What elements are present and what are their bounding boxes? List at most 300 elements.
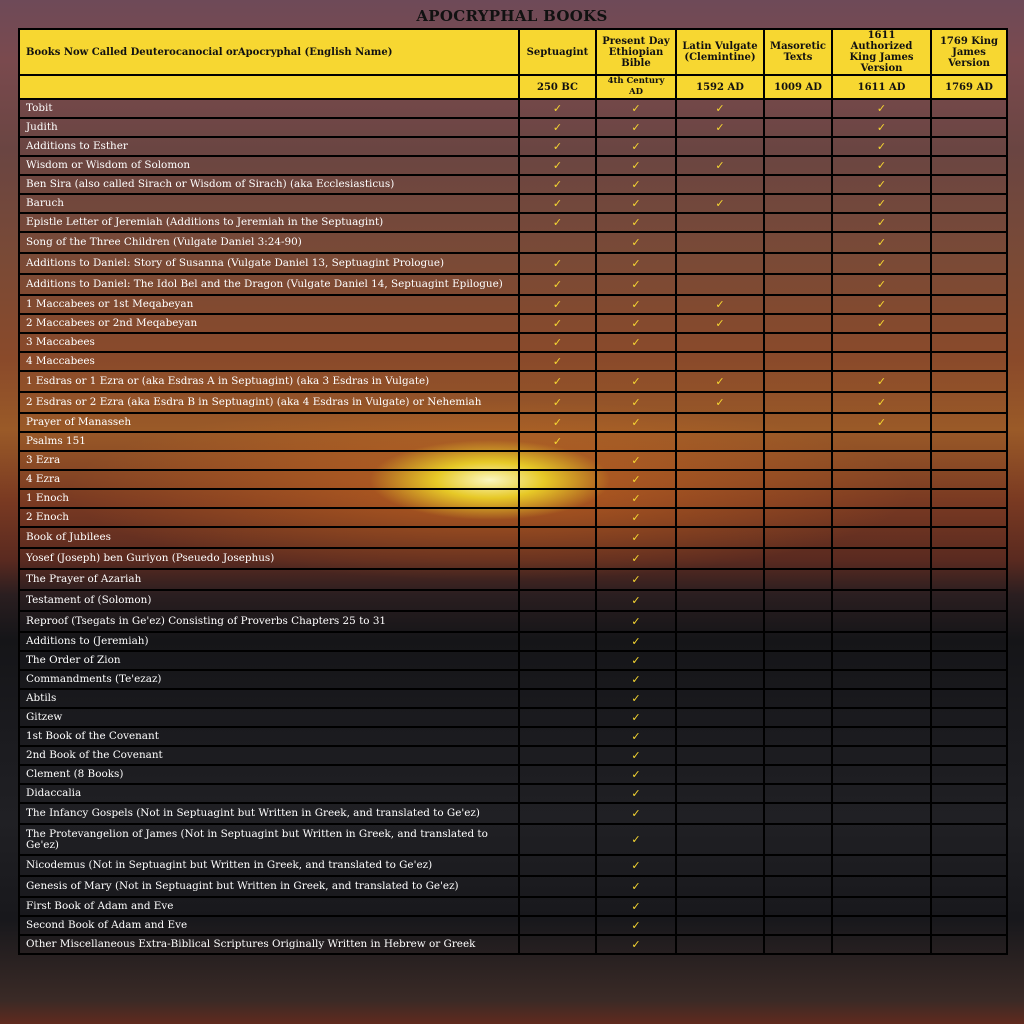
inclusion-cell-ethiopian-bible xyxy=(596,765,676,784)
inclusion-cell-1769-kjv xyxy=(931,99,1007,118)
table-row xyxy=(19,253,1007,274)
inclusion-cell-ethiopian-bible xyxy=(596,670,676,689)
inclusion-cell-septuagint xyxy=(519,253,596,274)
inclusion-cell-ethiopian-bible xyxy=(596,508,676,527)
inclusion-cell-latin-vulgate xyxy=(676,432,764,451)
inclusion-cell-1769-kjv xyxy=(931,590,1007,611)
book-name-cell: 2nd Book of the Covenant xyxy=(19,746,519,765)
check-mark-icon: ✓ xyxy=(876,140,887,153)
inclusion-cell-masoretic-texts xyxy=(764,99,832,118)
inclusion-cell-1769-kjv xyxy=(931,333,1007,352)
inclusion-cell-1611-kjv xyxy=(832,897,931,916)
inclusion-cell-1769-kjv xyxy=(931,352,1007,371)
inclusion-cell-1611-kjv xyxy=(832,548,931,569)
inclusion-cell-1769-kjv xyxy=(931,855,1007,876)
inclusion-cell-masoretic-texts xyxy=(764,295,832,314)
check-mark-icon: ✓ xyxy=(631,531,641,544)
table-row xyxy=(19,333,1007,352)
column-header-ethiopian-bible: Present Day Ethiopian Bible xyxy=(596,29,676,75)
book-name-cell: Song of the Three Children (Vulgate Daniel 3:24-90) xyxy=(19,232,519,253)
inclusion-cell-latin-vulgate xyxy=(676,727,764,746)
inclusion-cell-masoretic-texts xyxy=(764,569,832,590)
book-name-cell: 1 Maccabees or 1st Meqabeyan xyxy=(19,295,519,314)
inclusion-cell-septuagint xyxy=(519,670,596,689)
book-name-cell: Gitzew xyxy=(19,708,519,727)
inclusion-cell-septuagint xyxy=(519,632,596,651)
inclusion-cell-1611-kjv xyxy=(832,371,931,392)
inclusion-cell-1769-kjv xyxy=(931,232,1007,253)
inclusion-cell-1611-kjv xyxy=(832,803,931,824)
book-name-cell: 4 Maccabees xyxy=(19,352,519,371)
inclusion-cell-ethiopian-bible xyxy=(596,392,676,413)
inclusion-cell-1769-kjv xyxy=(931,118,1007,137)
inclusion-cell-1611-kjv xyxy=(832,651,931,670)
inclusion-cell-1769-kjv xyxy=(931,508,1007,527)
check-mark-icon: ✓ xyxy=(631,336,641,349)
inclusion-cell-ethiopian-bible xyxy=(596,935,676,954)
inclusion-cell-masoretic-texts xyxy=(764,489,832,508)
inclusion-cell-masoretic-texts xyxy=(764,611,832,632)
inclusion-cell-latin-vulgate xyxy=(676,118,764,137)
inclusion-cell-ethiopian-bible xyxy=(596,175,676,194)
check-mark-icon: ✓ xyxy=(631,298,641,311)
inclusion-cell-ethiopian-bible xyxy=(596,803,676,824)
inclusion-cell-latin-vulgate xyxy=(676,916,764,935)
book-name-cell: Additions to (Jeremiah) xyxy=(19,632,519,651)
inclusion-cell-latin-vulgate xyxy=(676,274,764,295)
check-mark-icon: ✓ xyxy=(631,615,641,628)
check-mark-icon: ✓ xyxy=(876,416,887,429)
check-mark-icon: ✓ xyxy=(552,197,563,210)
check-mark-icon: ✓ xyxy=(552,102,563,115)
inclusion-cell-septuagint xyxy=(519,137,596,156)
inclusion-cell-ethiopian-bible xyxy=(596,314,676,333)
check-mark-icon: ✓ xyxy=(631,278,641,291)
book-name-cell: Reproof (Tsegats in Ge'ez) Consisting of Proverbs Chapters 25 to 31 xyxy=(19,611,519,632)
book-name-cell: Baruch xyxy=(19,194,519,213)
table-row xyxy=(19,489,1007,508)
table-row xyxy=(19,175,1007,194)
table-row xyxy=(19,274,1007,295)
inclusion-cell-1611-kjv xyxy=(832,314,931,333)
inclusion-cell-ethiopian-bible xyxy=(596,274,676,295)
inclusion-cell-ethiopian-bible xyxy=(596,489,676,508)
inclusion-cell-latin-vulgate xyxy=(676,632,764,651)
inclusion-cell-ethiopian-bible xyxy=(596,118,676,137)
book-name-cell: The Infancy Gospels (Not in Septuagint but Written in Greek, and translated to Ge'ez) xyxy=(19,803,519,824)
inclusion-cell-latin-vulgate xyxy=(676,527,764,548)
inclusion-cell-1611-kjv xyxy=(832,295,931,314)
check-mark-icon: ✓ xyxy=(552,355,563,368)
inclusion-cell-latin-vulgate xyxy=(676,876,764,897)
check-mark-icon: ✓ xyxy=(876,121,887,134)
inclusion-cell-1611-kjv xyxy=(832,156,931,175)
check-mark-icon: ✓ xyxy=(631,216,641,229)
date-cell-masoretic-texts: 1009 AD xyxy=(764,75,832,99)
check-mark-icon: ✓ xyxy=(876,102,887,115)
table-row xyxy=(19,118,1007,137)
inclusion-cell-ethiopian-bible xyxy=(596,590,676,611)
inclusion-cell-septuagint xyxy=(519,876,596,897)
inclusion-cell-septuagint xyxy=(519,916,596,935)
book-name-cell: Additions to Esther xyxy=(19,137,519,156)
book-name-cell: Clement (8 Books) xyxy=(19,765,519,784)
check-mark-icon: ✓ xyxy=(715,298,725,311)
inclusion-cell-1611-kjv xyxy=(832,194,931,213)
inclusion-cell-latin-vulgate xyxy=(676,333,764,352)
inclusion-cell-masoretic-texts xyxy=(764,432,832,451)
inclusion-cell-latin-vulgate xyxy=(676,508,764,527)
table-row xyxy=(19,527,1007,548)
table-row xyxy=(19,611,1007,632)
book-name-cell: 4 Ezra xyxy=(19,470,519,489)
check-mark-icon: ✓ xyxy=(876,236,887,249)
inclusion-cell-1611-kjv xyxy=(832,392,931,413)
book-name-cell: 1 Enoch xyxy=(19,489,519,508)
check-mark-icon: ✓ xyxy=(876,317,887,330)
inclusion-cell-1611-kjv xyxy=(832,451,931,470)
inclusion-cell-masoretic-texts xyxy=(764,784,832,803)
inclusion-cell-1611-kjv xyxy=(832,935,931,954)
table-row xyxy=(19,548,1007,569)
table-row xyxy=(19,935,1007,954)
inclusion-cell-1769-kjv xyxy=(931,432,1007,451)
inclusion-cell-masoretic-texts xyxy=(764,413,832,432)
table-row xyxy=(19,590,1007,611)
inclusion-cell-1769-kjv xyxy=(931,632,1007,651)
inclusion-cell-1769-kjv xyxy=(931,876,1007,897)
inclusion-cell-ethiopian-bible xyxy=(596,352,676,371)
inclusion-cell-1611-kjv xyxy=(832,876,931,897)
table-row xyxy=(19,708,1007,727)
inclusion-cell-1769-kjv xyxy=(931,651,1007,670)
inclusion-cell-1611-kjv xyxy=(832,470,931,489)
table-row xyxy=(19,371,1007,392)
table-row xyxy=(19,451,1007,470)
inclusion-cell-1769-kjv xyxy=(931,213,1007,232)
inclusion-cell-1611-kjv xyxy=(832,253,931,274)
check-mark-icon: ✓ xyxy=(631,257,641,270)
book-name-cell: Commandments (Te'ezaz) xyxy=(19,670,519,689)
inclusion-cell-masoretic-texts xyxy=(764,232,832,253)
inclusion-cell-septuagint xyxy=(519,232,596,253)
check-mark-icon: ✓ xyxy=(876,216,887,229)
table-row xyxy=(19,137,1007,156)
table-row xyxy=(19,156,1007,175)
table-row xyxy=(19,194,1007,213)
inclusion-cell-septuagint xyxy=(519,590,596,611)
inclusion-cell-ethiopian-bible xyxy=(596,727,676,746)
inclusion-cell-1611-kjv xyxy=(832,99,931,118)
table-row xyxy=(19,470,1007,489)
inclusion-cell-1769-kjv xyxy=(931,489,1007,508)
inclusion-cell-1611-kjv xyxy=(832,855,931,876)
check-mark-icon: ✓ xyxy=(876,396,887,409)
inclusion-cell-1769-kjv xyxy=(931,156,1007,175)
book-name-cell: Yosef (Joseph) ben Guriyon (Pseuedo Josephus) xyxy=(19,548,519,569)
check-mark-icon: ✓ xyxy=(631,317,641,330)
inclusion-cell-ethiopian-bible xyxy=(596,746,676,765)
inclusion-cell-latin-vulgate xyxy=(676,99,764,118)
book-name-cell: Other Miscellaneous Extra-Biblical Scriptures Originally Written in Hebrew or Greek xyxy=(19,935,519,954)
check-mark-icon: ✓ xyxy=(631,730,641,743)
check-mark-icon: ✓ xyxy=(631,635,641,648)
inclusion-cell-1611-kjv xyxy=(832,213,931,232)
inclusion-cell-septuagint xyxy=(519,371,596,392)
check-mark-icon: ✓ xyxy=(631,787,641,800)
date-row xyxy=(19,75,1007,99)
inclusion-cell-ethiopian-bible xyxy=(596,451,676,470)
check-mark-icon: ✓ xyxy=(552,178,563,191)
book-name-cell: 3 Maccabees xyxy=(19,333,519,352)
check-mark-icon: ✓ xyxy=(552,375,563,388)
check-mark-icon: ✓ xyxy=(876,197,887,210)
table-row xyxy=(19,413,1007,432)
table-row xyxy=(19,803,1007,824)
book-name-cell: Additions to Daniel: The Idol Bel and the Dragon (Vulgate Daniel 14, Septuagint Epilogue) xyxy=(19,274,519,295)
inclusion-cell-ethiopian-bible xyxy=(596,156,676,175)
check-mark-icon: ✓ xyxy=(552,278,563,291)
inclusion-cell-1769-kjv xyxy=(931,175,1007,194)
table-row xyxy=(19,232,1007,253)
inclusion-cell-masoretic-texts xyxy=(764,253,832,274)
check-mark-icon: ✓ xyxy=(631,492,641,505)
inclusion-cell-septuagint xyxy=(519,352,596,371)
book-name-cell: Ben Sira (also called Sirach or Wisdom of Sirach) (aka Ecclesiasticus) xyxy=(19,175,519,194)
inclusion-cell-latin-vulgate xyxy=(676,194,764,213)
table-row xyxy=(19,876,1007,897)
book-name-cell: Tobit xyxy=(19,99,519,118)
inclusion-cell-masoretic-texts xyxy=(764,333,832,352)
inclusion-cell-1769-kjv xyxy=(931,897,1007,916)
inclusion-cell-ethiopian-bible xyxy=(596,194,676,213)
inclusion-cell-latin-vulgate xyxy=(676,137,764,156)
inclusion-cell-masoretic-texts xyxy=(764,824,832,855)
inclusion-cell-1611-kjv xyxy=(832,632,931,651)
table-row xyxy=(19,569,1007,590)
inclusion-cell-septuagint xyxy=(519,470,596,489)
check-mark-icon: ✓ xyxy=(631,859,641,872)
table-row xyxy=(19,508,1007,527)
book-name-cell: Didaccalia xyxy=(19,784,519,803)
book-name-cell: Epistle Letter of Jeremiah (Additions to Jeremiah in the Septuagint) xyxy=(19,213,519,232)
inclusion-cell-latin-vulgate xyxy=(676,689,764,708)
inclusion-cell-1769-kjv xyxy=(931,611,1007,632)
inclusion-cell-septuagint xyxy=(519,118,596,137)
inclusion-cell-ethiopian-bible xyxy=(596,137,676,156)
check-mark-icon: ✓ xyxy=(631,900,641,913)
check-mark-icon: ✓ xyxy=(715,121,725,134)
check-mark-icon: ✓ xyxy=(631,919,641,932)
inclusion-cell-latin-vulgate xyxy=(676,784,764,803)
inclusion-cell-septuagint xyxy=(519,451,596,470)
date-cell-latin-vulgate: 1592 AD xyxy=(676,75,764,99)
inclusion-cell-latin-vulgate xyxy=(676,670,764,689)
inclusion-cell-1769-kjv xyxy=(931,314,1007,333)
inclusion-cell-septuagint xyxy=(519,175,596,194)
check-mark-icon: ✓ xyxy=(715,317,725,330)
table-row xyxy=(19,784,1007,803)
column-header-latin-vulgate: Latin Vulgate (Clemintine) xyxy=(676,29,764,75)
inclusion-cell-latin-vulgate xyxy=(676,824,764,855)
book-name-cell: Prayer of Manasseh xyxy=(19,413,519,432)
inclusion-cell-septuagint xyxy=(519,569,596,590)
inclusion-cell-1769-kjv xyxy=(931,253,1007,274)
inclusion-cell-latin-vulgate xyxy=(676,897,764,916)
inclusion-cell-1769-kjv xyxy=(931,689,1007,708)
inclusion-cell-masoretic-texts xyxy=(764,727,832,746)
inclusion-cell-latin-vulgate xyxy=(676,765,764,784)
column-header-1611-kjv: 1611 Authorized King James Version xyxy=(832,29,931,75)
inclusion-cell-septuagint xyxy=(519,611,596,632)
inclusion-cell-masoretic-texts xyxy=(764,371,832,392)
table-row xyxy=(19,651,1007,670)
inclusion-cell-septuagint xyxy=(519,708,596,727)
inclusion-cell-septuagint xyxy=(519,746,596,765)
check-mark-icon: ✓ xyxy=(631,938,641,951)
inclusion-cell-1611-kjv xyxy=(832,611,931,632)
inclusion-cell-septuagint xyxy=(519,333,596,352)
book-name-cell: 1 Esdras or 1 Ezra or (aka Esdras A in Septuagint) (aka 3 Esdras in Vulgate) xyxy=(19,371,519,392)
inclusion-cell-ethiopian-bible xyxy=(596,548,676,569)
inclusion-cell-1611-kjv xyxy=(832,527,931,548)
inclusion-cell-masoretic-texts xyxy=(764,916,832,935)
inclusion-cell-septuagint xyxy=(519,194,596,213)
book-name-cell: 2 Maccabees or 2nd Meqabeyan xyxy=(19,314,519,333)
inclusion-cell-septuagint xyxy=(519,651,596,670)
book-name-cell: First Book of Adam and Eve xyxy=(19,897,519,916)
inclusion-cell-1611-kjv xyxy=(832,489,931,508)
table-body xyxy=(19,99,1007,954)
inclusion-cell-1769-kjv xyxy=(931,548,1007,569)
inclusion-cell-masoretic-texts xyxy=(764,213,832,232)
inclusion-cell-masoretic-texts xyxy=(764,137,832,156)
book-name-cell: The Prayer of Azariah xyxy=(19,569,519,590)
inclusion-cell-1611-kjv xyxy=(832,333,931,352)
inclusion-cell-latin-vulgate xyxy=(676,392,764,413)
inclusion-cell-masoretic-texts xyxy=(764,651,832,670)
book-name-cell: Wisdom or Wisdom of Solomon xyxy=(19,156,519,175)
check-mark-icon: ✓ xyxy=(715,375,725,388)
inclusion-cell-ethiopian-bible xyxy=(596,916,676,935)
inclusion-cell-latin-vulgate xyxy=(676,590,764,611)
inclusion-cell-1769-kjv xyxy=(931,824,1007,855)
check-mark-icon: ✓ xyxy=(631,159,641,172)
inclusion-cell-1769-kjv xyxy=(931,803,1007,824)
inclusion-cell-ethiopian-bible xyxy=(596,569,676,590)
inclusion-cell-latin-vulgate xyxy=(676,651,764,670)
column-header-septuagint: Septuagint xyxy=(519,29,596,75)
inclusion-cell-ethiopian-bible xyxy=(596,632,676,651)
check-mark-icon: ✓ xyxy=(876,159,887,172)
table-row xyxy=(19,855,1007,876)
inclusion-cell-latin-vulgate xyxy=(676,569,764,590)
table-row xyxy=(19,670,1007,689)
inclusion-cell-masoretic-texts xyxy=(764,314,832,333)
check-mark-icon: ✓ xyxy=(631,396,641,409)
inclusion-cell-1769-kjv xyxy=(931,765,1007,784)
check-mark-icon: ✓ xyxy=(631,552,641,565)
inclusion-cell-ethiopian-bible xyxy=(596,213,676,232)
check-mark-icon: ✓ xyxy=(715,159,725,172)
inclusion-cell-septuagint xyxy=(519,935,596,954)
inclusion-cell-ethiopian-bible xyxy=(596,876,676,897)
check-mark-icon: ✓ xyxy=(631,833,641,846)
inclusion-cell-1611-kjv xyxy=(832,118,931,137)
book-name-cell: Second Book of Adam and Eve xyxy=(19,916,519,935)
inclusion-cell-latin-vulgate xyxy=(676,470,764,489)
inclusion-cell-1769-kjv xyxy=(931,569,1007,590)
check-mark-icon: ✓ xyxy=(631,454,641,467)
check-mark-icon: ✓ xyxy=(876,178,887,191)
book-name-cell: Genesis of Mary (Not in Septuagint but Written in Greek, and translated to Ge'ez) xyxy=(19,876,519,897)
check-mark-icon: ✓ xyxy=(552,121,563,134)
inclusion-cell-ethiopian-bible xyxy=(596,527,676,548)
book-name-cell: 2 Esdras or 2 Ezra (aka Esdra B in Septuagint) (aka 4 Esdras in Vulgate) or Nehemiah xyxy=(19,392,519,413)
check-mark-icon: ✓ xyxy=(631,692,641,705)
book-name-cell: Additions to Daniel: Story of Susanna (Vulgate Daniel 13, Septuagint Prologue) xyxy=(19,253,519,274)
inclusion-cell-ethiopian-bible xyxy=(596,99,676,118)
inclusion-cell-masoretic-texts xyxy=(764,274,832,295)
table-row xyxy=(19,352,1007,371)
inclusion-cell-1769-kjv xyxy=(931,670,1007,689)
check-mark-icon: ✓ xyxy=(552,216,563,229)
book-name-cell: Book of Jubilees xyxy=(19,527,519,548)
inclusion-cell-latin-vulgate xyxy=(676,935,764,954)
inclusion-cell-latin-vulgate xyxy=(676,232,764,253)
inclusion-cell-1611-kjv xyxy=(832,352,931,371)
inclusion-cell-1769-kjv xyxy=(931,746,1007,765)
inclusion-cell-1769-kjv xyxy=(931,784,1007,803)
inclusion-cell-latin-vulgate xyxy=(676,175,764,194)
inclusion-cell-latin-vulgate xyxy=(676,855,764,876)
inclusion-cell-ethiopian-bible xyxy=(596,855,676,876)
inclusion-cell-septuagint xyxy=(519,99,596,118)
check-mark-icon: ✓ xyxy=(631,140,641,153)
inclusion-cell-masoretic-texts xyxy=(764,548,832,569)
inclusion-cell-masoretic-texts xyxy=(764,470,832,489)
inclusion-cell-ethiopian-bible xyxy=(596,897,676,916)
table-row xyxy=(19,689,1007,708)
inclusion-cell-1611-kjv xyxy=(832,765,931,784)
inclusion-cell-latin-vulgate xyxy=(676,314,764,333)
inclusion-cell-1611-kjv xyxy=(832,670,931,689)
check-mark-icon: ✓ xyxy=(631,749,641,762)
inclusion-cell-1769-kjv xyxy=(931,916,1007,935)
inclusion-cell-ethiopian-bible xyxy=(596,432,676,451)
inclusion-cell-1611-kjv xyxy=(832,784,931,803)
check-mark-icon: ✓ xyxy=(631,178,641,191)
check-mark-icon: ✓ xyxy=(631,102,641,115)
inclusion-cell-1769-kjv xyxy=(931,470,1007,489)
table-row xyxy=(19,314,1007,333)
inclusion-cell-septuagint xyxy=(519,527,596,548)
inclusion-cell-ethiopian-bible xyxy=(596,333,676,352)
book-name-cell: Testament of (Solomon) xyxy=(19,590,519,611)
inclusion-cell-masoretic-texts xyxy=(764,508,832,527)
inclusion-cell-masoretic-texts xyxy=(764,935,832,954)
check-mark-icon: ✓ xyxy=(715,197,725,210)
inclusion-cell-septuagint xyxy=(519,727,596,746)
column-header-book-name: Books Now Called Deuterocanocial orApocryphal (English Name) xyxy=(19,29,519,75)
inclusion-cell-masoretic-texts xyxy=(764,392,832,413)
header-row xyxy=(19,29,1007,75)
table-row xyxy=(19,824,1007,855)
inclusion-cell-1611-kjv xyxy=(832,137,931,156)
check-mark-icon: ✓ xyxy=(631,711,641,724)
check-mark-icon: ✓ xyxy=(631,768,641,781)
inclusion-cell-1769-kjv xyxy=(931,708,1007,727)
